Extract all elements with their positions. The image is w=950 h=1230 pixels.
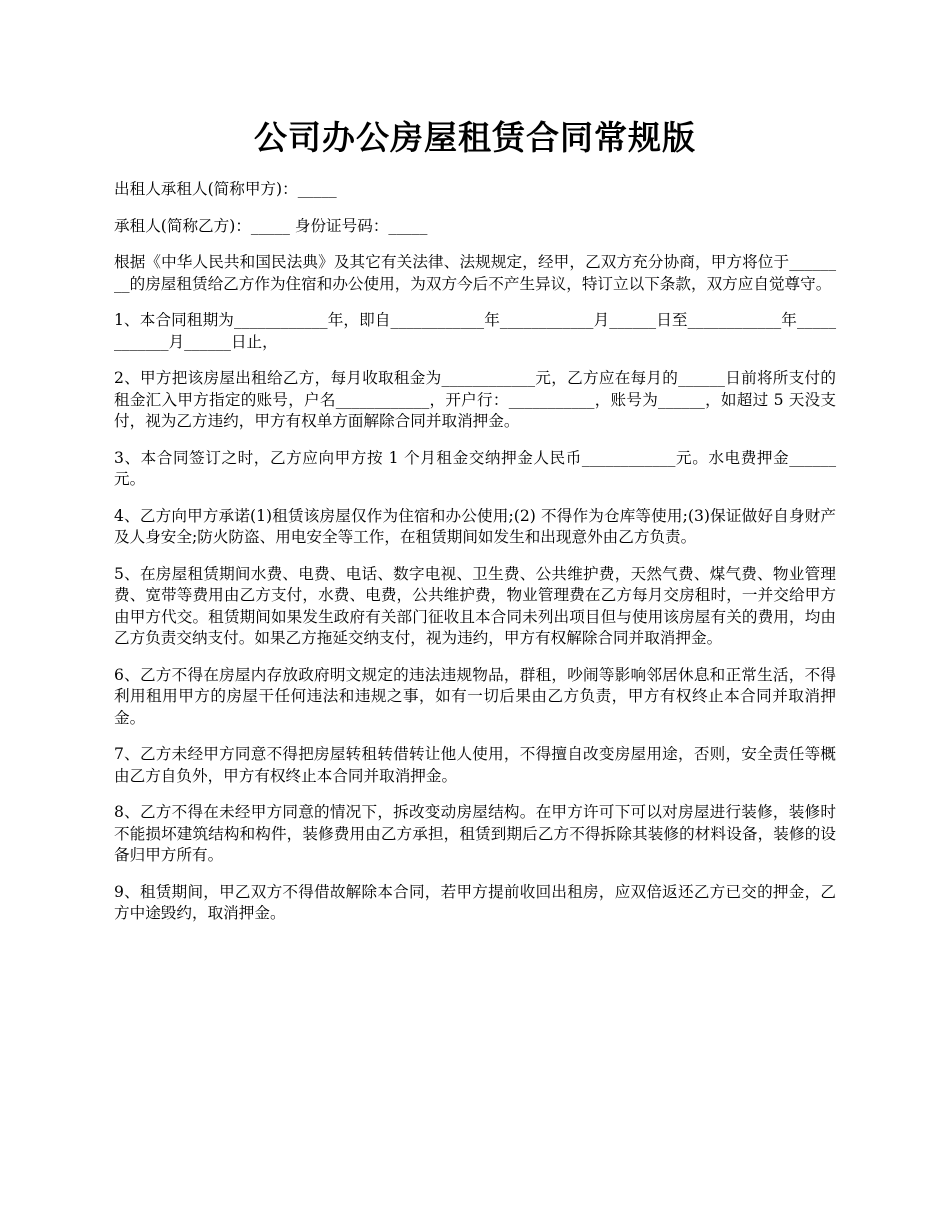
clause-3: 3、本合同签订之时，乙方应向甲方按 1 个月租金交纳押金人民币____________元。水电费押金______元。 — [114, 448, 836, 488]
clause-2: 2、甲方把该房屋出租给乙方，每月收取租金为____________元，乙方应在每月的______日前将所支付的租金汇入甲方指定的账号，户名____________，开户行：___________，账号为______，如超过 5 天没支付，视为乙方违约，甲方有权单方面解除合同并取消押金。 — [114, 369, 836, 430]
document-body — [114, 179, 836, 925]
document-page — [114, 0, 836, 940]
clause-8: 8、乙方不得在未经甲方同意的情况下，拆改变动房屋结构。在甲方许可下可以对房屋进行装修，装修时不能损坏建筑结构和构件，装修费用由乙方承担，租赁到期后乙方不得拆除其装修的材料设备，装修的设备归甲方所有。 — [114, 803, 836, 864]
document-title: 公司办公房屋租赁合同常规版 — [254, 118, 696, 157]
clause-6: 6、乙方不得在房屋内存放政府明文规定的违法违规物品，群租，吵闹等影响邻居休息和正常生活，不得利用租用甲方的房屋干任何违法和违规之事，如有一切后果由乙方负责，甲方有权终止本合同并取消押金。 — [114, 665, 836, 727]
clause-1: 1、本合同租期为____________年，即自____________年____________月______日至____________年____________月______日止， — [114, 311, 836, 351]
party-a-line: 出租人承租人(简称甲方)：_____ — [114, 180, 337, 198]
clause-4: 4、乙方向甲方承诺(1)租赁该房屋仅作为住宿和办公使用;(2) 不得作为仓库等使用;(3)保证做好自身财产及人身安全;防火防盗、用电安全等工作，在租赁期间如发生和出现意外由乙方负责。 — [114, 506, 836, 546]
clause-5: 5、在房屋租赁期间水费、电费、电话、数字电视、卫生费、公共维护费，天然气费、煤气费、物业管理费、宽带等费用由乙方支付，水费、电费，公共维护费，物业管理费在乙方每月交房租时，一并交给甲方由甲方代交。租赁期间如果发生政府有关部门征收且本合同未列出项目但与使用该房屋有关的费用，均由乙方负责交纳支付。如果乙方拖延交纳支付，视为违约，甲方有权解除合同并取消押金。 — [114, 564, 836, 647]
preamble-paragraph: 根据《中华人民共和国民法典》及其它有关法律、法规规定，经甲，乙双方充分协商，甲方将位于________的房屋租赁给乙方作为住宿和办公使用，为双方今后不产生异议，特订立以下条款，双方应自觉尊守。 — [114, 253, 836, 293]
clause-7: 7、乙方未经甲方同意不得把房屋转租转借转让他人使用，不得擅自改变房屋用途，否则，安全责任等概由乙方自负外，甲方有权终止本合同并取消押金。 — [114, 745, 836, 785]
party-b-line: 承租人(简称乙方)：_____ 身份证号码：_____ — [114, 216, 428, 235]
clause-9: 9、租赁期间，甲乙双方不得借故解除本合同，若甲方提前收回出租房，应双倍返还乙方已交的押金，乙方中途毁约，取消押金。 — [114, 882, 836, 922]
